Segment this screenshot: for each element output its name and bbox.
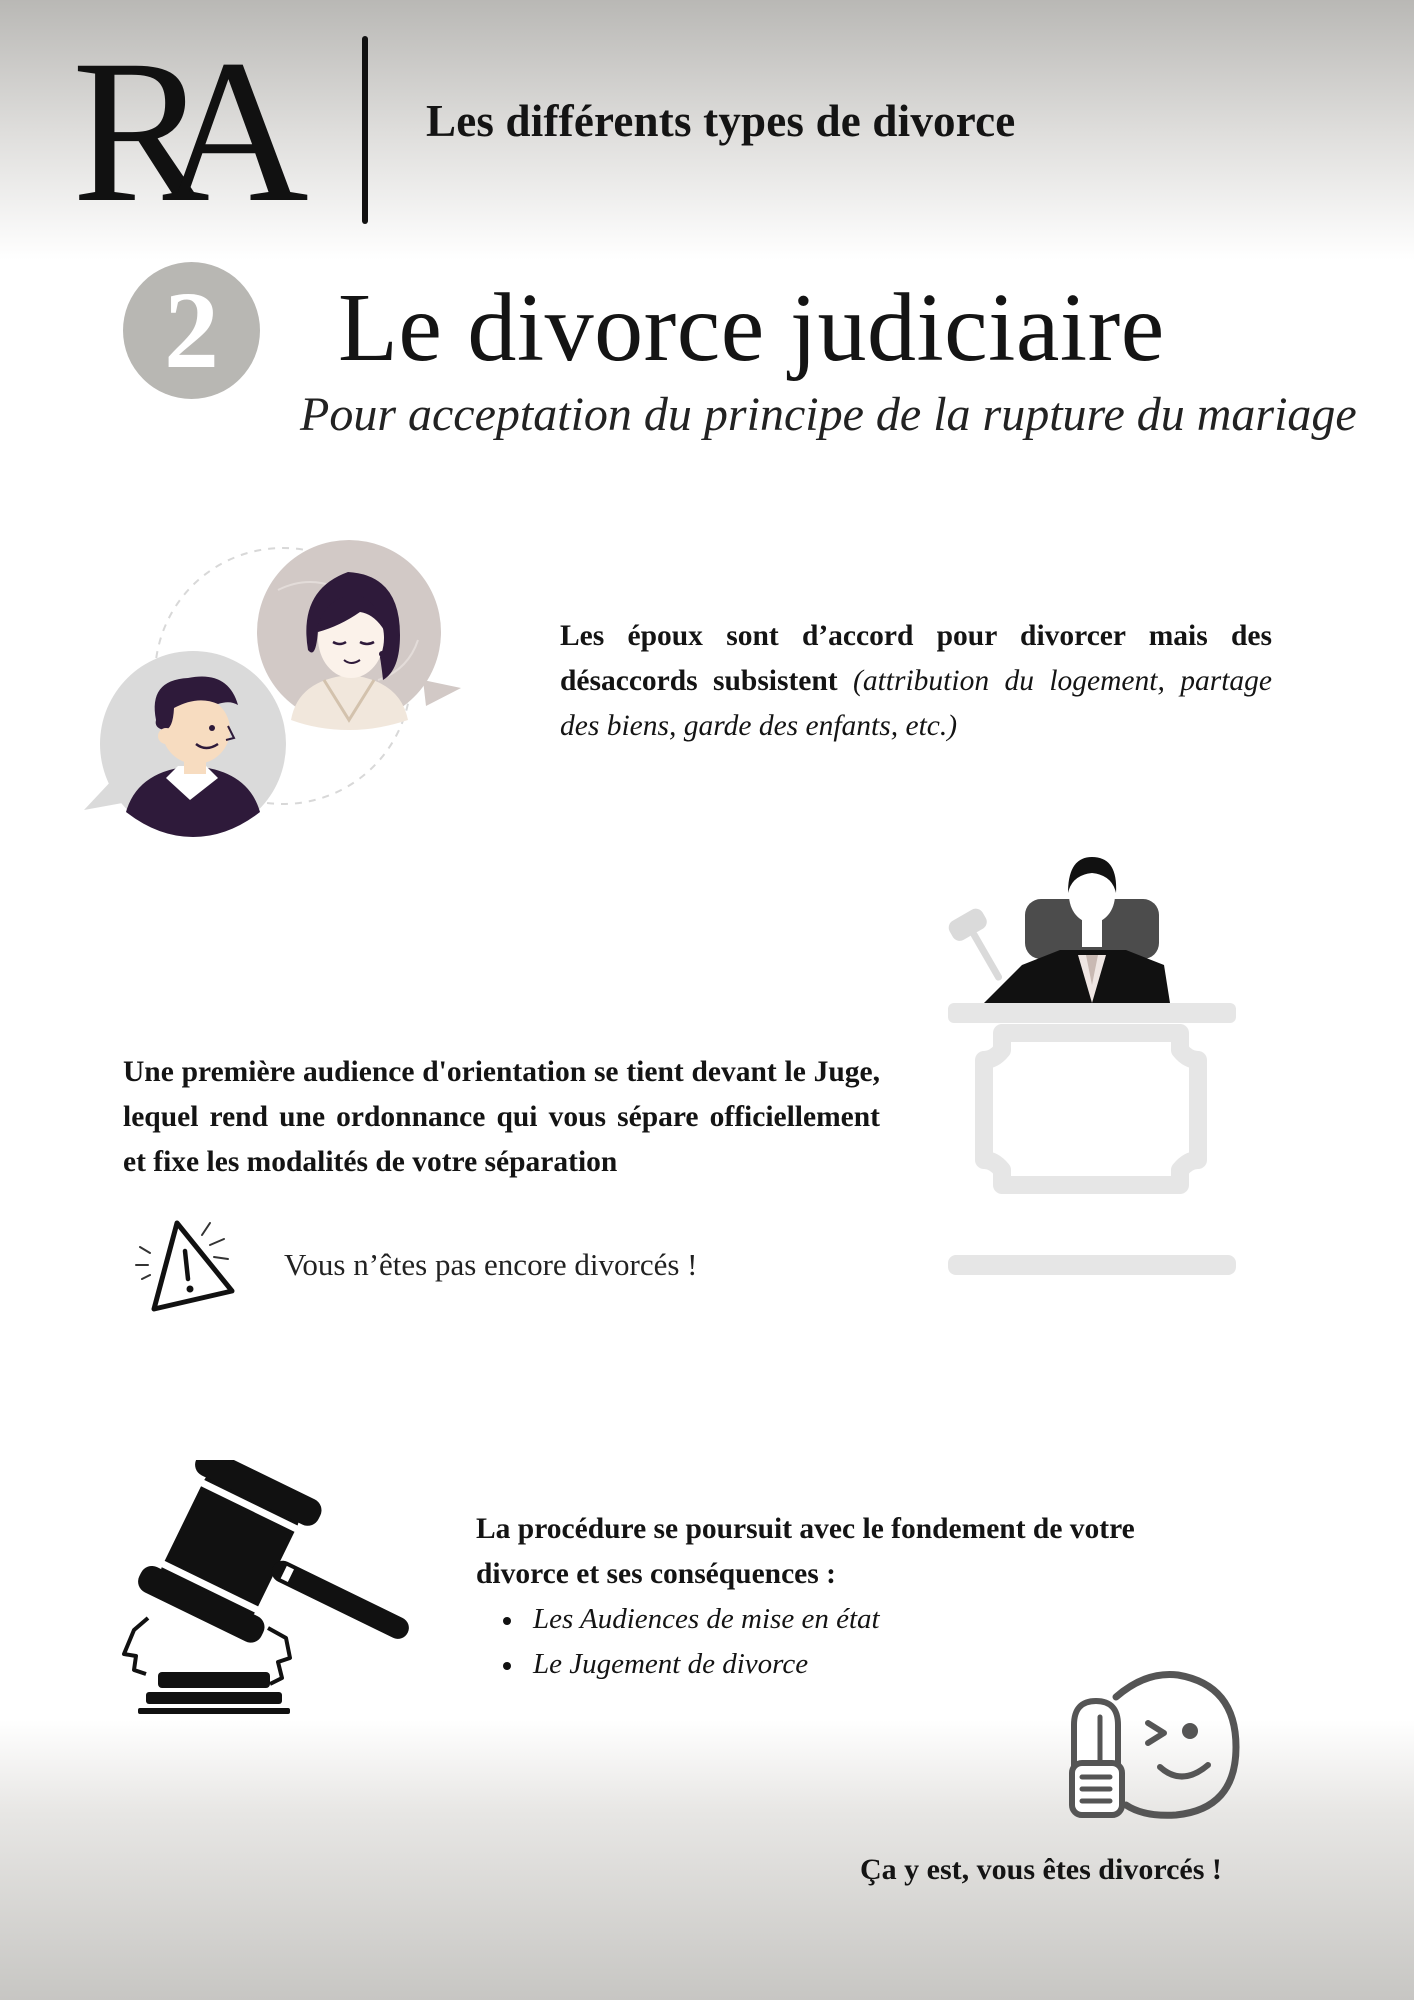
- warning-text: Vous n’êtes pas encore divorcés !: [284, 1247, 698, 1282]
- hearing-paragraph: Une première audience d'orientation se tient devant le Juge, lequel rend une ordonnance qui vous sépare officiellement et fixe les modalités de votre séparation: [123, 1056, 880, 1178]
- procedure-steps: [500, 1597, 880, 1687]
- couple-conversation-illustration: [78, 530, 470, 840]
- procedure-step: Les Audiences de mise en état: [500, 1597, 880, 1642]
- agreement-details: (attribution du logement, partage des biens, garde des enfants, etc.): [560, 665, 1273, 742]
- header-title: Les différents types de divorce: [426, 96, 1016, 146]
- procedure-step: Le Jugement de divorce: [500, 1642, 880, 1687]
- ra-logo: [70, 40, 310, 215]
- agreement-paragraph: [560, 614, 1272, 749]
- gavel-icon: [118, 1460, 448, 1735]
- final-message: Ça y est, vous êtes divorcés !: [860, 1853, 1222, 1886]
- warning-icon: [132, 1217, 238, 1317]
- step-number: 2: [164, 269, 219, 391]
- header-divider: [362, 36, 368, 224]
- agreement-text: Les époux sont d’accord pour divorcer mais des désaccords subsistent: [560, 620, 1272, 697]
- page-title: Le divorce judiciaire: [338, 274, 1165, 382]
- wink-thumbs-up-icon: [1060, 1665, 1240, 1825]
- svg-text:RA: RA: [72, 40, 261, 215]
- procedure-text: La procédure se poursuit avec le fondement de votre divorce et ses conséquences :: [476, 1513, 1135, 1590]
- judge-at-bench-illustration: [940, 855, 1240, 1285]
- page-subtitle: Pour acceptation du principe de la rupture du mariage: [300, 388, 1357, 441]
